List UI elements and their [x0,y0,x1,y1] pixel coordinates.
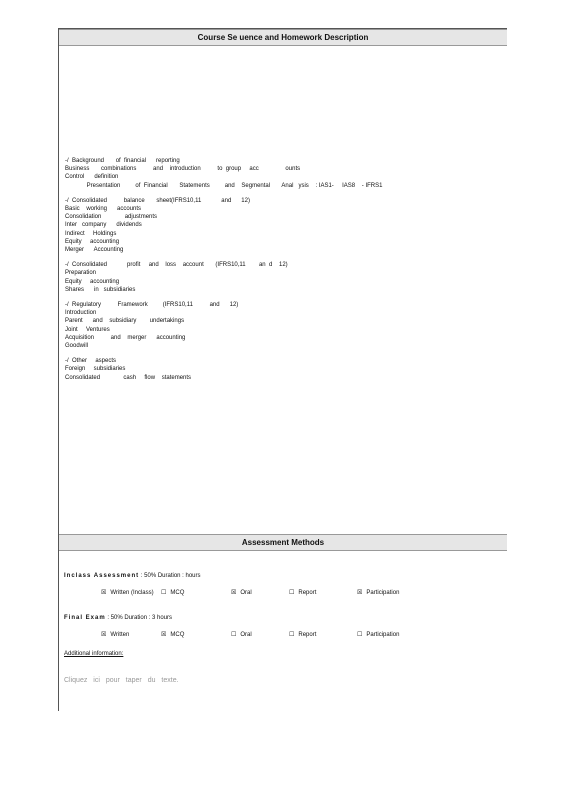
option-report[interactable] [289,589,316,596]
topic-line: Acquisition and merger accounting [65,334,186,341]
topic-group [65,301,382,350]
topic-line: Merger Accounting [65,247,124,254]
topic-line: Control definition [65,174,119,181]
option-label: Participation [366,590,400,596]
topic-heading: -/ Regulatory Framework (IFRS10,11 and 12) [65,302,239,309]
topic-line: Consolidated cash flow statements [65,374,192,381]
option-label: Written [110,632,130,638]
topic-line: Indirect Holdings [65,230,117,237]
checked-box-icon[interactable]: ☒ [101,632,107,638]
topic-line: Business combinations and introduction to group acc ounts [65,166,301,173]
option-label: MCQ [170,590,185,596]
option-label: Report [298,590,317,596]
inclass-assessment-row [64,573,201,579]
option-report[interactable] [289,631,316,638]
option-oral[interactable] [231,589,252,596]
topic-heading: -/ Other aspects [65,358,117,365]
option-mcq[interactable] [161,631,184,638]
topic-group [65,197,382,254]
topic-group [65,261,382,294]
checked-box-icon[interactable]: ☒ [231,590,237,596]
topic-line: Shares in subsidiaries [65,286,136,293]
topic-line: Equity accounting [65,278,120,285]
option-label: Report [298,632,317,638]
option-mcq[interactable] [161,589,184,596]
inclass-detail: : 50% Duration : hours [139,573,201,579]
topic-line: Goodwill [65,343,89,350]
topic-line: Inter company dividends [65,222,142,229]
final-exam-row [64,615,172,621]
document-frame [58,28,507,711]
topic-heading: -/ Background of financial reporting [65,158,180,164]
assessment-header: Assessment Methods [59,534,507,551]
topic-group [65,157,382,190]
topic-line: Consolidation adjustments [65,214,158,221]
checked-box-icon[interactable]: ☒ [101,590,107,596]
option-label: Written (Inclass) [110,590,154,596]
course-header: Course Se uence and Homework Description [59,29,507,46]
option-label: Oral [240,590,252,596]
option-participation[interactable] [357,631,399,638]
final-title: Final Exam [64,615,106,621]
topic-heading: -/ Consolidated profit and loss account (IFRS10,11 an d 12) [65,262,288,269]
topic-line: Foreign subsidiaries [65,366,126,373]
option-written[interactable] [101,589,154,596]
topic-line: Introduction [65,310,97,317]
unchecked-box-icon[interactable]: ☐ [231,632,237,638]
topic-group [65,357,382,382]
unchecked-box-icon[interactable]: ☐ [289,632,295,638]
option-label: Oral [240,632,252,638]
inclass-title: Inclass Assessment [64,573,140,579]
topic-line: Joint Ventures [65,326,110,333]
additional-information-label: Additional information: [64,651,124,657]
checked-box-icon[interactable]: ☒ [161,632,167,638]
option-written[interactable] [101,631,129,638]
unchecked-box-icon[interactable]: ☐ [289,590,295,596]
topic-line: Basic working accounts [65,206,142,213]
option-label: Participation [366,632,400,638]
topic-heading: -/ Consolidated balance sheet(IFRS10,11 and 12) [65,197,250,204]
option-label: MCQ [170,632,185,638]
topic-line: Preparation [65,270,97,277]
course-content [65,157,382,389]
checked-box-icon[interactable]: ☒ [357,590,363,596]
unchecked-box-icon[interactable]: ☐ [161,590,167,596]
topic-line: Presentation of Financial Statements and Segmental Anal ysis : IAS1- IAS8 - IFRS1 [65,182,383,189]
unchecked-box-icon[interactable]: ☐ [357,632,363,638]
option-oral[interactable] [231,631,252,638]
text-placeholder-field[interactable]: Cliquez ici pour taper du texte. [64,677,179,684]
option-participation[interactable] [357,589,399,596]
topic-line: Parent and subsidiary undertakings [65,318,185,325]
final-detail: : 50% Duration : 3 hours [105,615,173,621]
topic-line: Equity accounting [65,238,120,245]
